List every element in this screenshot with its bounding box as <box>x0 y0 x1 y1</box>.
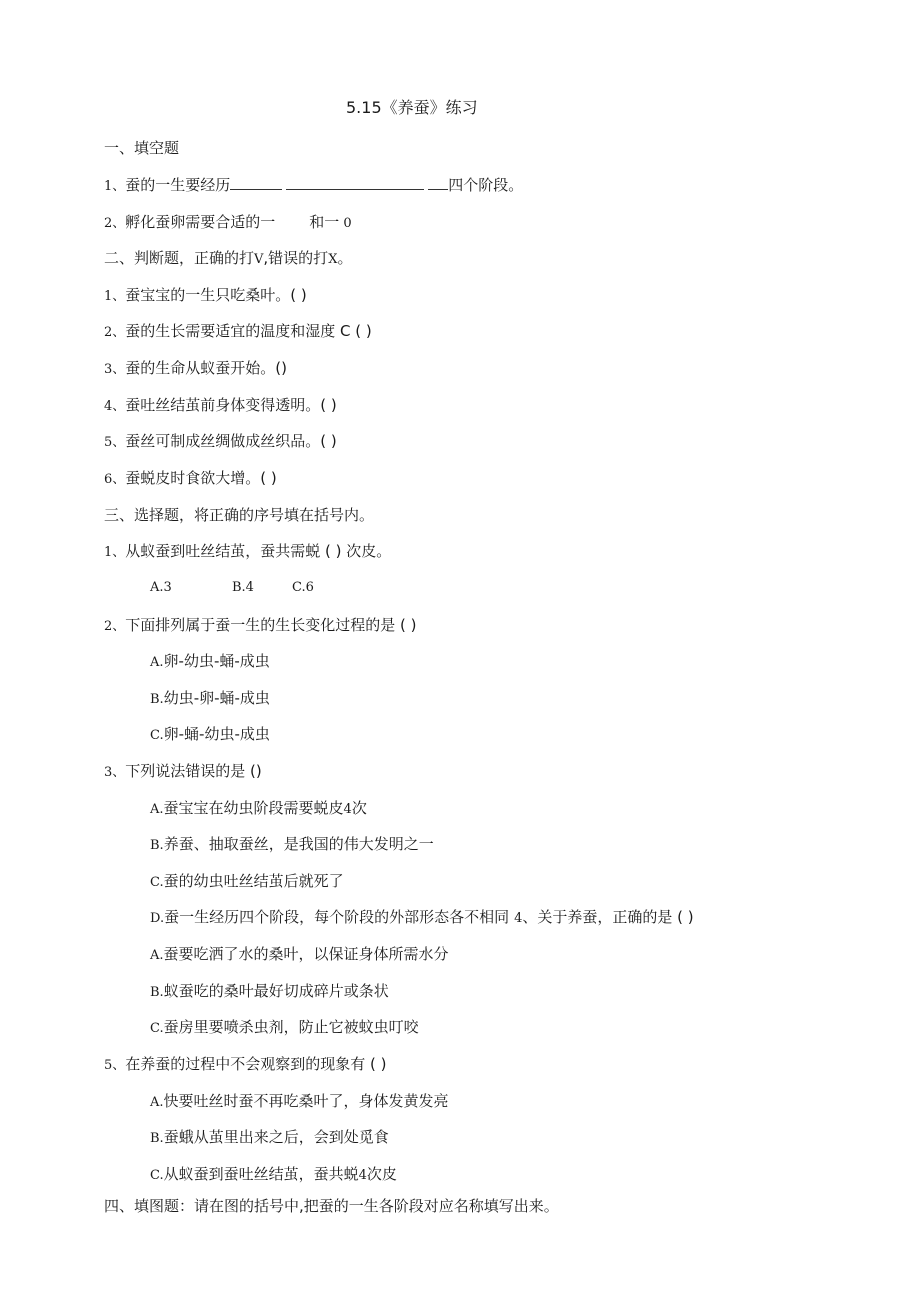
choice-option-d[interactable]: D.蚕一生经历四个阶段，每个阶段的外部形态各不相同 4、关于养蚕，正确的是 ( ) <box>150 908 694 926</box>
choice-option-a[interactable]: A.蚕要吃洒了水的桑叶，以保证身体所需水分 <box>150 945 449 963</box>
judge-question-1[interactable]: 1、蚕宝宝的一生只吃桑叶。( ) <box>104 286 307 304</box>
section-1-heading: 一、填空题 <box>104 139 180 157</box>
choice-option-c[interactable]: C.蚕的幼虫吐丝结茧后就死了 <box>150 872 344 890</box>
choice-option-a[interactable]: A.3 <box>150 580 172 595</box>
choice-question-1: 1、从蚁蚕到吐丝结茧，蚕共需蜕 ( ) 次皮。 <box>104 542 392 560</box>
judge-question-4[interactable]: 4、蚕吐丝结茧前身体变得透明。( ) <box>104 396 337 414</box>
choice-option-a[interactable]: A.卵-幼虫-蛹-成虫 <box>150 652 270 670</box>
choice-option-c[interactable]: C.从蚁蚕到蚕吐丝结茧，蚕共蜕4次皮 <box>150 1165 397 1183</box>
choice-question-5: 5、在养蚕的过程中不会观察到的现象有 ( ) <box>104 1055 387 1073</box>
judge-question-6[interactable]: 6、蚕蜕皮时食欲大增。( ) <box>104 469 277 487</box>
choice-option-b[interactable]: B.养蚕、抽取蚕丝，是我国的伟大发明之一 <box>150 835 434 853</box>
choice-question-3: 3、下列说法错误的是 () <box>104 762 262 780</box>
answer-blank[interactable] <box>230 175 282 190</box>
choice-option-b[interactable]: B.4 <box>232 580 254 595</box>
section-2-heading: 二、判断题，正确的打V,错误的打X。 <box>104 249 353 267</box>
judge-question-3[interactable]: 3、蚕的生命从蚁蚕开始。() <box>104 359 287 377</box>
fill-question-1: 1、蚕的一生要经历 四个阶段。 <box>104 176 524 194</box>
judge-question-5[interactable]: 5、蚕丝可制成丝绸做成丝织品。( ) <box>104 432 337 450</box>
choice-option-c[interactable]: C.蚕房里要喷杀虫剂，防止它被蚊虫叮咬 <box>150 1018 419 1036</box>
choice-option-a[interactable]: A.蚕宝宝在幼虫阶段需要蜕皮4次 <box>150 799 367 817</box>
choice-option-c[interactable]: C.卵-蛹-幼虫-成虫 <box>150 725 270 743</box>
fill-question-2: 2、孵化蚕卵需要合适的一 和一 0 <box>104 213 352 231</box>
choice-option-a[interactable]: A.快要吐丝时蚕不再吃桑叶了，身体发黄发亮 <box>150 1092 449 1110</box>
answer-blank[interactable] <box>428 175 448 190</box>
choice-option-b[interactable]: B.蚕蛾从茧里出来之后，会到处觅食 <box>150 1128 389 1146</box>
answer-blank[interactable] <box>286 175 424 190</box>
choice-option-c[interactable]: C.6 <box>292 580 314 595</box>
section-4-heading: 四、填图题：请在图的括号中,把蚕的一生各阶段对应名称填写出来。 <box>104 1197 559 1215</box>
page-title: 5.15《养蚕》练习 <box>346 98 478 117</box>
choice-option-b[interactable]: B.蚁蚕吃的桑叶最好切成碎片或条状 <box>150 982 389 1000</box>
judge-question-2[interactable]: 2、蚕的生长需要适宜的温度和湿度 C ( ) <box>104 322 372 340</box>
choice-option-b[interactable]: B.幼虫-卵-蛹-成虫 <box>150 689 270 707</box>
choice-question-2: 2、下面排列属于蚕一生的生长变化过程的是 ( ) <box>104 616 417 634</box>
section-3-heading: 三、选择题，将正确的序号填在括号内。 <box>104 506 375 524</box>
